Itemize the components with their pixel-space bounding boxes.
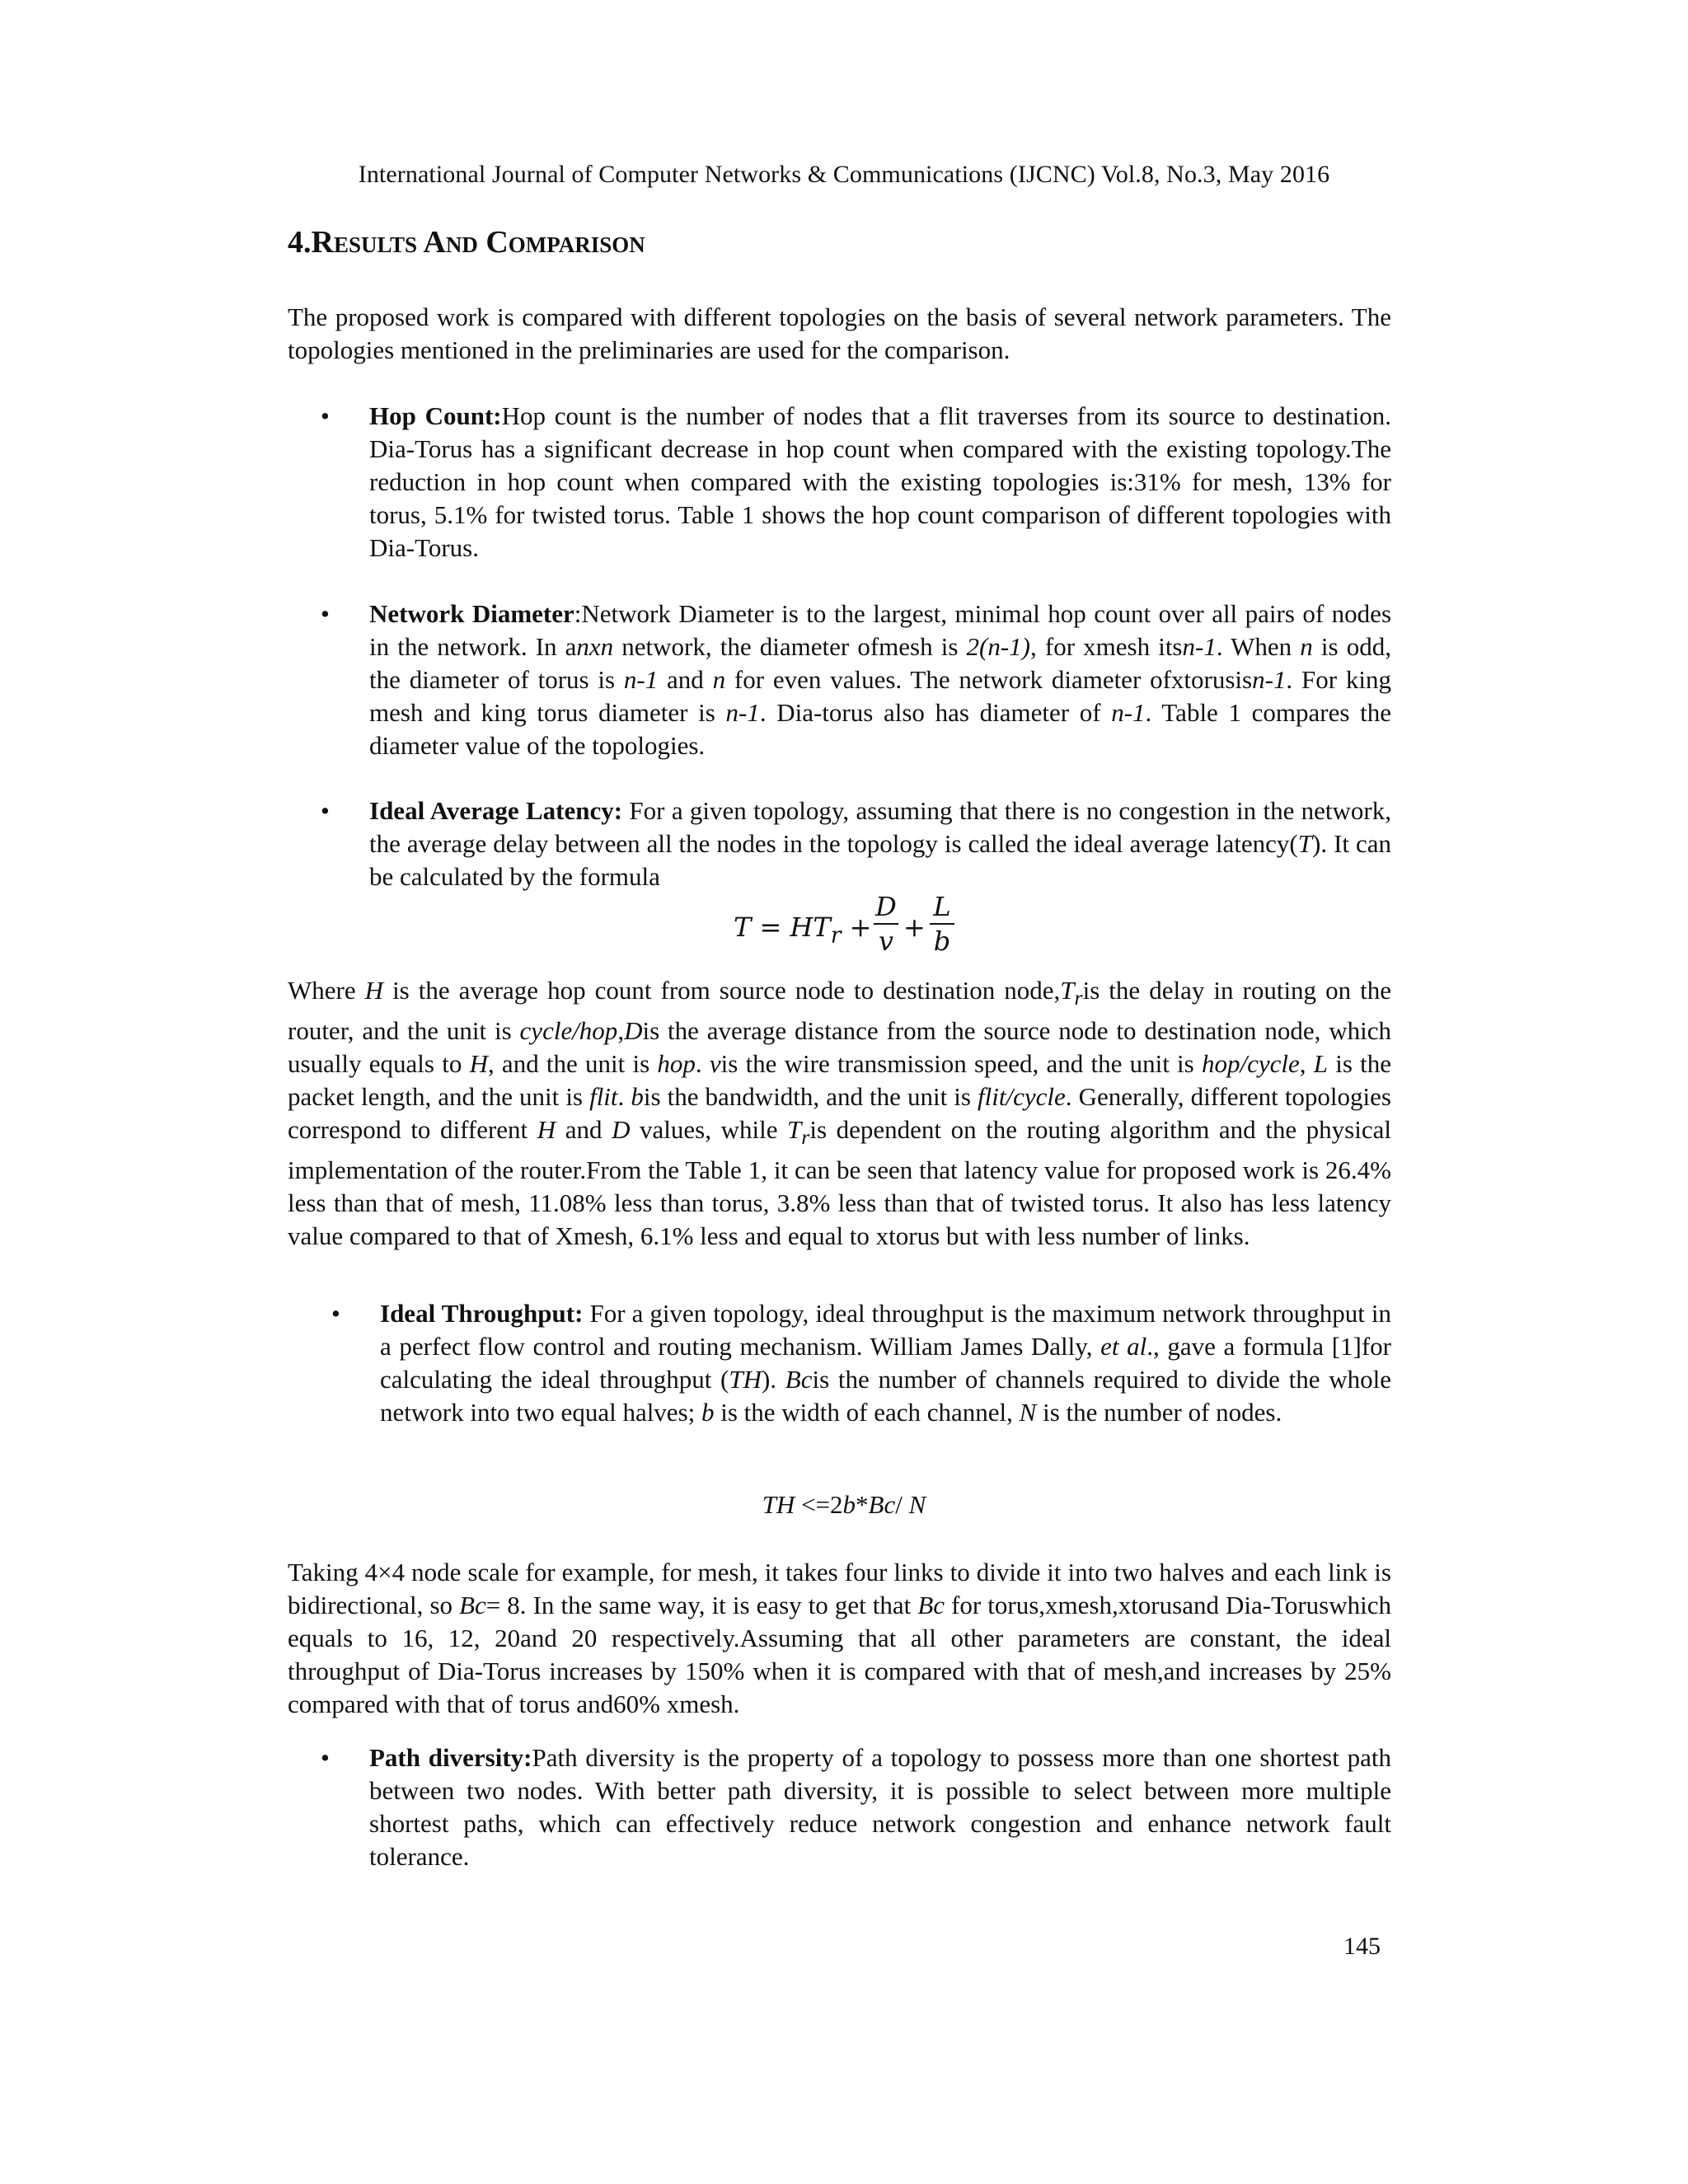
bullet-icon: • bbox=[321, 1743, 330, 1772]
term-ideal-throughput: Ideal Throughput: bbox=[380, 1299, 584, 1328]
taking-paragraph: Taking 4×4 node scale for example, for mesh, it takes four links to divide it into two halves and each link is bidirectional, so Bc= 8. In the same way, it is easy to get that Bc for torus,xmesh,xtorusand Dia-Toruswhich equals to 16, 12, 20and 20 respectively.Assuming that all other parameters are constant, the ideal throughput of Dia-Torus increases by 150% when it is compared with that of mesh,and increases by 25% compared with that of torus and60% xmesh. bbox=[288, 1558, 1391, 1718]
term-path-diversity: Path diversity: bbox=[369, 1743, 532, 1772]
bullet-hop-count-text: Hop Count:Hop count is the number of nodes that a flit traverses from its source to destination. Dia-Torus has a significant decrease in hop count when compared with the existing topology.The reduction in hop count when compared with the existing topologies is:31% for mesh, 13% for torus, 5.1% for twisted torus. Table 1 shows the hop count comparison of different topologies with Dia-Torus. bbox=[369, 401, 1391, 562]
intro-paragraph: The proposed work is compared with different topologies on the basis of several network parameters. The topologies mentioned in the preliminaries are used for the comparison. bbox=[288, 302, 1391, 364]
bullet-latency-text: Ideal Average Latency: For a given topology, assuming that there is no congestion in the network, the average delay between all the nodes in the topology is called the ideal average latency(T). It can be calculated by the formula bbox=[369, 796, 1392, 891]
fraction-d-over-v: $\frac{D}{v}$ bbox=[874, 890, 898, 958]
bullet-icon: • bbox=[331, 1299, 340, 1328]
term-hop-count: Hop Count: bbox=[369, 401, 502, 430]
term-ideal-average-latency: Ideal Average Latency: bbox=[369, 796, 623, 825]
bullet-throughput-text: Ideal Throughput: For a given topology, ideal throughput is the maximum network throughput in a perfect flow control and routing mechanism. William James Dally, et al., gave a formula [1]for calculating the ideal throughput (TH). Bcis the number of channels required to divide the whole network into two equal halves; b is the width of each channel, N is the number of nodes. bbox=[380, 1299, 1391, 1427]
bullet-icon: • bbox=[321, 599, 330, 628]
fraction-l-over-b: $\frac{L}{b}$ bbox=[930, 890, 954, 958]
running-header: International Journal of Computer Networks & Communications (IJCNC) Vol.8, No.3, May 2016 bbox=[358, 161, 1330, 188]
where-paragraph: Where H is the average hop count from source node to destination $node,T_ris$ the delay in routing on the router, and the unit is cycle/hop,Dis the average distance from the source node to destination node, which usually equals to H, and the unit is hop. vis the wire transmission speed, and the unit is hop/cycle, L is the packet length, and the unit is flit. bis the bandwidth, and the unit is flit/cycle. Generally, different topologies correspond to different H and D values, while $T_ris$ dependent on the routing algorithm and the physical implementation of the router.From the Table 1, it can be seen that latency value for proposed work is 26.4% less than that of mesh, 11.08% less than torus, 3.8% less than that of twisted torus. It also has less latency value compared to that of Xmesh, 6.1% less and equal to xtorus but with less number of links. bbox=[288, 976, 1391, 1251]
bullet-icon: • bbox=[321, 401, 330, 430]
bullet-path-diversity-text: Path diversity:Path diversity is the property of a topology to possess more than one shortest path between two nodes. With better path diversity, it is possible to select between more multiple shortest paths, which can effectively reduce network congestion and enhance network fault tolerance. bbox=[369, 1743, 1391, 1871]
section-title: 4.Results And Comparison bbox=[288, 225, 645, 260]
throughput-formula: TH <=2b*Bc/ N bbox=[762, 1490, 926, 1519]
formula-plus: + bbox=[903, 912, 926, 943]
bullet-icon: • bbox=[321, 796, 330, 825]
formula-lhs: $T = HT_r$ + bbox=[734, 912, 872, 949]
term-network-diameter: Network Diameter bbox=[369, 599, 574, 628]
latency-formula bbox=[725, 890, 973, 964]
page-number: 145 bbox=[1343, 1933, 1381, 1960]
bullet-network-diameter-text: Network Diameter:Network Diameter is to the largest, minimal hop count over all pairs of nodes in the network. In anxn network, the diameter ofmesh is 2(n-1), for xmesh itsn-1. When n is odd, the diameter of torus is n-1 and n for even values. The network diameter ofxtorusisn-1. For king mesh and king torus diameter is n-1. Dia-torus also has diameter of n-1. Table 1 compares the diameter value of the topologies. bbox=[369, 599, 1392, 760]
